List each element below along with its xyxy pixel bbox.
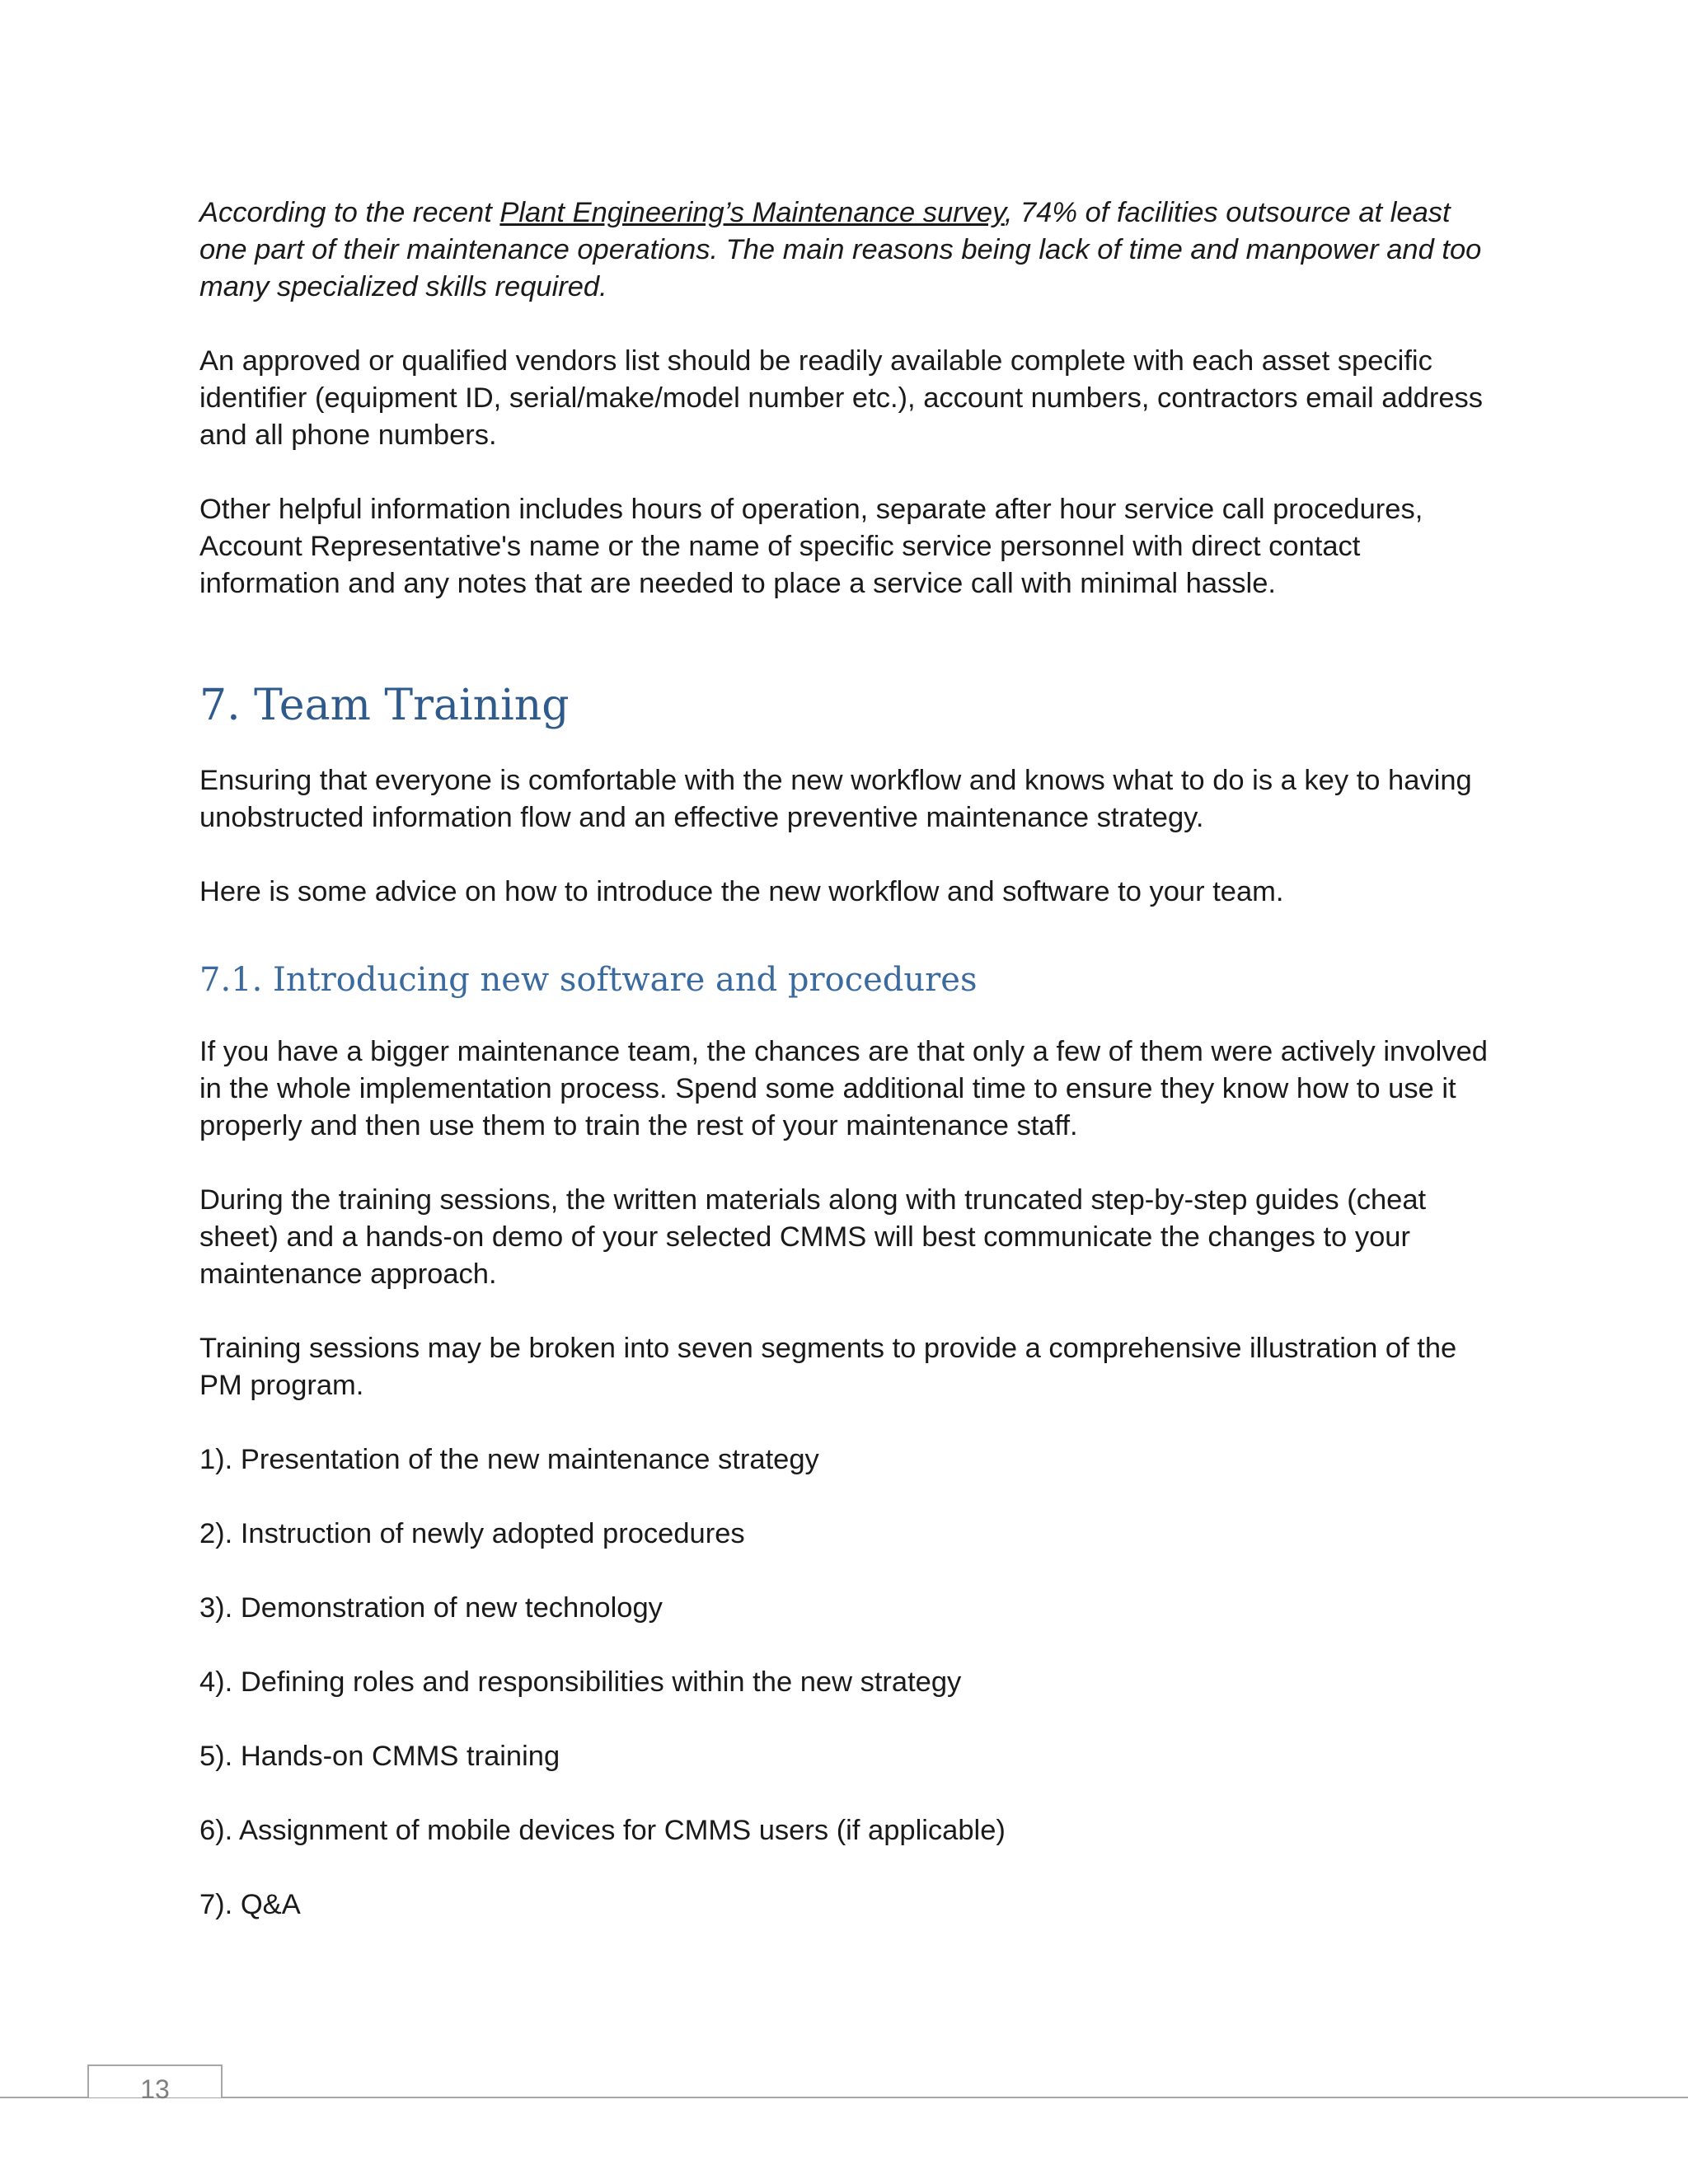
list-item: 3). Demonstration of new technology: [199, 1592, 663, 1624]
list-item: 6). Assignment of mobile devices for CMMS users (if applicable): [199, 1815, 1006, 1846]
team-training-advice: Here is some advice on how to introduce the new workflow and software to your team.: [199, 876, 1284, 907]
team-training-intro: Ensuring that everyone is comfortable with the new workflow and knows what to do is a key to having unobstructed information flow and an effective preventive maintenance strategy.: [199, 765, 1472, 833]
bigger-team-paragraph: If you have a bigger maintenance team, the chances are that only a few of them were actively involved in the whole implementation process. Spend some additional time to ensure they know how to use it properly and then use them to train the rest of your maintenance staff.: [199, 1036, 1488, 1141]
training-materials-paragraph: During the training sessions, the written materials along with truncated step-by-step guides (cheat sheet) and a hands-on demo of your selected CMMS will best communicate the changes to your maintenance approach.: [199, 1184, 1427, 1290]
list-item: 7). Q&A: [199, 1889, 301, 1920]
subsection-title-introducing: 7.1. Introducing new software and procedures: [199, 961, 978, 999]
list-item: 1). Presentation of the new maintenance strategy: [199, 1444, 819, 1475]
section-title-team-training: 7. Team Training: [199, 681, 570, 730]
helpful-info-paragraph: Other helpful information includes hours of operation, separate after hour service call procedures, Account Representative's name or the name of specific service personnel with direct contact information and any notes that are needed to place a service call with minimal hassle.: [199, 494, 1423, 599]
list-item: 5). Hands-on CMMS training: [199, 1741, 560, 1772]
training-segments-paragraph: Training sessions may be broken into seven segments to provide a comprehensive illustration of the PM program.: [199, 1333, 1457, 1401]
list-item: 2). Instruction of newly adopted procedures: [199, 1518, 745, 1549]
training-segments-list: [199, 1441, 1493, 1924]
page-content: [199, 194, 1493, 1961]
survey-link[interactable]: Plant Engineering’s Maintenance survey: [499, 197, 1005, 228]
page-number: 13: [140, 2074, 170, 2104]
vendors-paragraph: An approved or qualified vendors list should be readily available complete with each asset specific identifier (equipment ID, serial/make/model number etc.), account numbers, contractors email address and all phone numbers.: [199, 345, 1484, 451]
footer-rule: [0, 2097, 1688, 2098]
survey-text-lead: According to the recent: [199, 197, 500, 228]
page-number-tab: [87, 2064, 223, 2104]
survey-text-rest: , 74% of facilities outsource at least one part of their maintenance operations. The main reasons being lack of time and manpower and too many specialized skills required.: [199, 197, 1482, 302]
list-item: 4). Defining roles and responsibilities within the new strategy: [199, 1666, 962, 1698]
survey-paragraph: [199, 194, 1493, 306]
